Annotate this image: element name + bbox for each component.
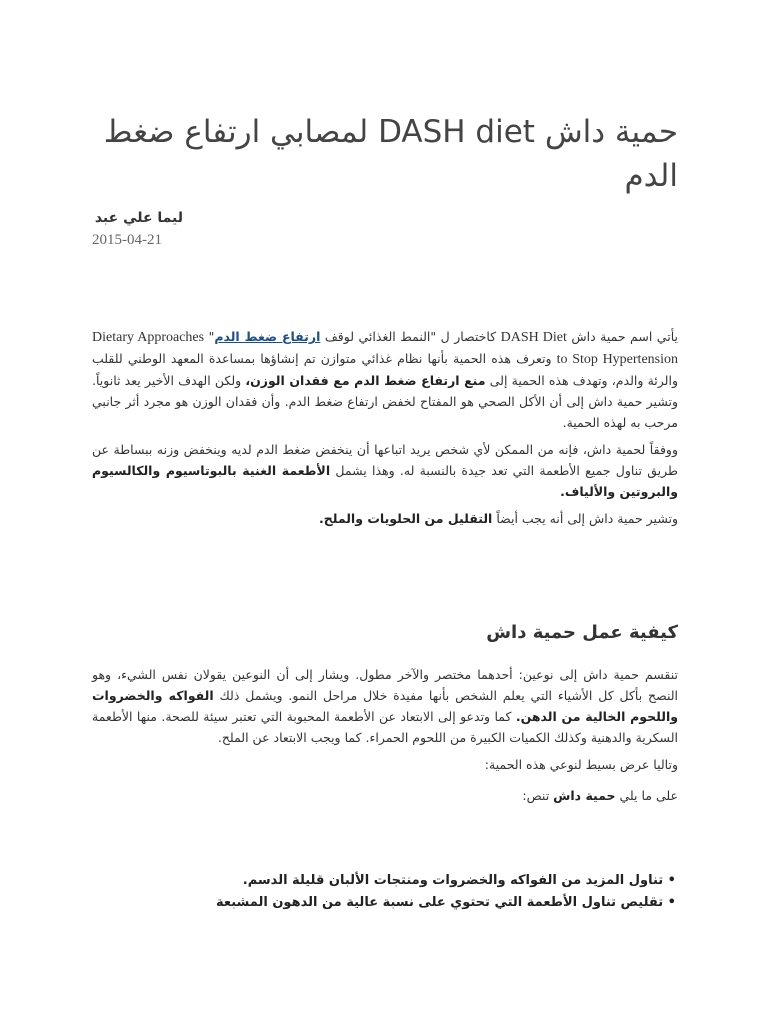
bold-phrase: الأطعمة الغنية بالبوتاسيوم والكالسيوم والبروتين والألياف. — [92, 463, 678, 499]
how-it-works-section — [92, 664, 678, 812]
text-run: وتعرف هذه الحمية بأنها نظام غذائي متوازن تم إنشاؤها بمساعدة المعهد الوطني للقلب والرئة والدم، وتهدف هذه الحمية إلى — [92, 351, 678, 388]
text-run: على ما يلي — [615, 788, 678, 803]
text-run: ووفقاً لحمية داش، فإنه من الممكن لأي شخص يريد اتباعها أن ينخفض ضغط الدم لديه وينخفض وزنه ببساطة عن طريق تناول جميع الأطعمة التي تعد جيدة بالنسبة له. وهذا يشمل — [92, 442, 678, 478]
section-paragraph-1 — [92, 664, 678, 748]
author-name: ليما علي عبد — [94, 210, 183, 226]
article-title: حمية داش DASH diet لمصابي ارتفاع ضغط الدم — [103, 114, 678, 194]
dash-diet-term: DASH Diet — [500, 330, 567, 345]
text-run: تنص: — [522, 788, 554, 803]
text-run: يأتي اسم حمية داش — [566, 329, 678, 344]
bold-phrase: التقليل من الحلويات والملح. — [318, 511, 493, 526]
list-item: • تناول المزيد من الفواكه والخضروات ومنتجات الألبان قليلة الدسم. — [76, 870, 676, 892]
bold-phrase: منع ارتفاع ضغط الدم مع فقدان الوزن، — [245, 373, 486, 388]
text-run: " — [204, 329, 215, 344]
text-run: كما وتدعو إلى الابتعاد عن الأطعمة المحبوبة التي تعتبر سيئة للصحة. منها الأطعمة السكرية والدهنية وكذلك الكميات الكبيرة من اللحوم الحمراء. كما ويجب الابتعاد عن الملح. — [92, 709, 678, 745]
intro-section — [92, 326, 678, 535]
english-term: Dietary Approaches to Stop Hypertension — [92, 330, 678, 367]
list-item: • تقليص تناول الأطعمة التي تحتوي على نسبة عالية من الدهون المشبعة — [76, 892, 676, 914]
section-heading: كيفية عمل حمية داش — [486, 622, 678, 643]
bold-phrase: الفواكه والخضروات واللحوم الخالية من الدهن. — [92, 688, 679, 724]
text-run: تنقسم حمية داش إلى نوعين: أحدهما مختصر والآخر مطول. ويشار إلى أن النوعين يقولان نفس الشيء، وهو النصح بأكل كل الأشياء التي يعلم الشخص بأنها مفيدة خلال مراحل النمو. ويشمل ذلك — [92, 667, 679, 703]
text-run: وتشير حمية داش إلى أنه يجب أيضاً — [492, 511, 678, 526]
hypertension-link[interactable]: ارتفاع ضغط الدم — [214, 329, 321, 344]
section-paragraph-2: وتاليا عرض بسيط لنوعي هذه الحمية: — [484, 757, 678, 772]
intro-paragraph-1 — [92, 326, 678, 433]
intro-paragraph-3 — [92, 508, 678, 529]
text-run: كاختصار ل "النمط الغذائي لوقف — [320, 329, 501, 344]
intro-paragraph-2 — [92, 439, 678, 502]
diet-bullet-list — [76, 870, 676, 914]
bold-phrase: حمية داش — [553, 788, 616, 803]
publish-date: 2015-04-21 — [92, 232, 162, 248]
text-run: ولكن الهدف الأخير يعد ثانوياً. وتشير حمية داش إلى أن الأكل الصحي هو المفتاح لخفض ارتفاع ضغط الدم. وأن فقدان الوزن هو مجرد أثر جانبي مرحب به لهذه الحمية. — [92, 373, 678, 430]
section-paragraph-3 — [92, 785, 678, 806]
